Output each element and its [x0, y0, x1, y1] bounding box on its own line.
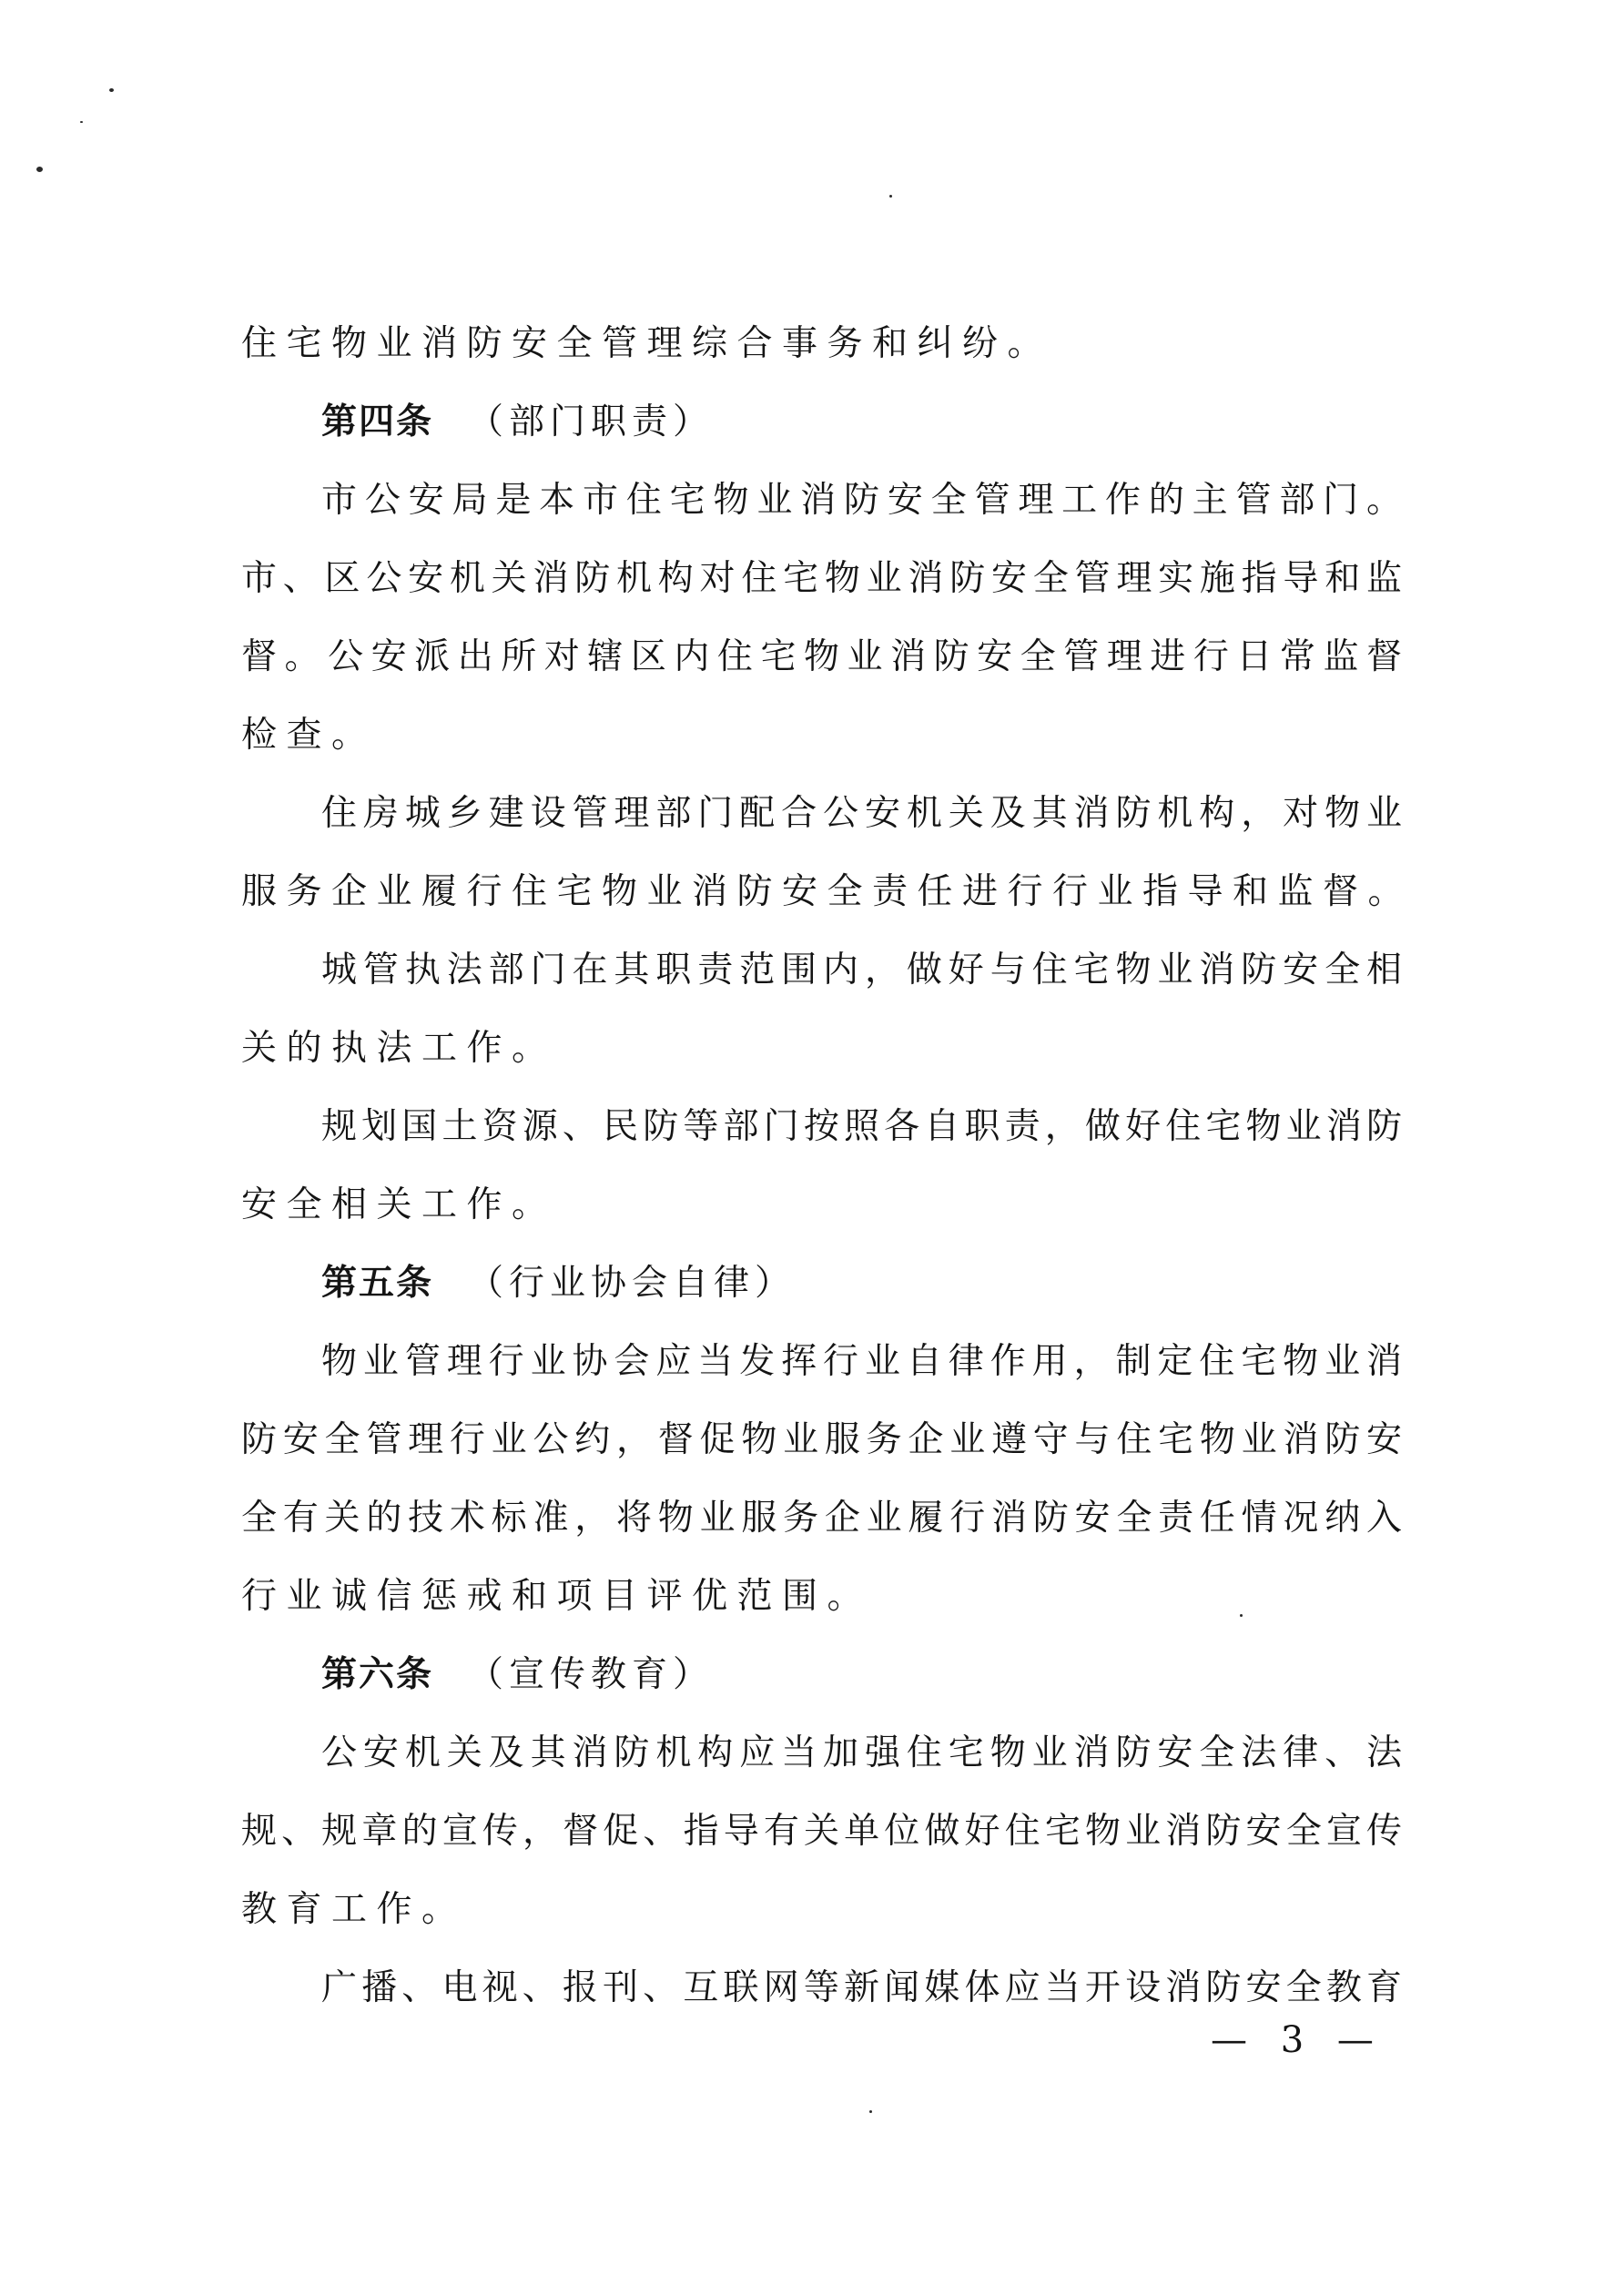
article-title: （宣传教育）	[468, 1654, 715, 1695]
article-heading	[241, 383, 1402, 462]
text-line: 城管执法部门在其职责范围内，做好与住宅物业消防安全相	[321, 950, 1402, 991]
scan-speck	[109, 88, 114, 92]
text-line: 安全相关工作。	[241, 1184, 557, 1225]
text-line: 行业诚信惩戒和项目评优范围。	[241, 1576, 873, 1617]
article-number: 第六条	[321, 1654, 434, 1695]
text-line: 市、区公安机关消防机构对住宅物业消防安全管理实施指导和监	[241, 558, 1402, 599]
article-title: （行业协会自律）	[468, 1263, 797, 1304]
text-line: 关的执法工作。	[241, 1028, 557, 1069]
text-line: 住房城乡建设管理部门配合公安机关及其消防机构，对物业	[321, 793, 1402, 834]
article-title: （部门职责）	[468, 401, 715, 442]
scan-speck	[869, 2110, 872, 2113]
text-line: 规、规章的宣传，督促、指导有关单位做好住宅物业消防安全宣传	[241, 1811, 1402, 1852]
page-number: — 3 —	[1211, 2019, 1385, 2061]
text-line: 住宅物业消防安全管理综合事务和纠纷。	[241, 323, 1053, 364]
body-text	[241, 305, 1414, 2027]
text-line: 广播、电视、报刊、互联网等新闻媒体应当开设消防安全教育	[321, 1967, 1402, 2008]
text-line: 检查。	[241, 715, 377, 756]
text-line: 教育工作。	[241, 1889, 467, 1930]
text-line: 服务企业履行住宅物业消防安全责任进行行业指导和监督。	[241, 871, 1414, 912]
text-line: 规划国土资源、民防等部门按照各自职责，做好住宅物业消防	[321, 1106, 1402, 1147]
scan-speck	[80, 121, 83, 123]
text-line: 市公安局是本市住宅物业消防安全管理工作的主管部门。	[321, 480, 1402, 521]
text-line: 督。公安派出所对辖区内住宅物业消防安全管理进行日常监督	[241, 636, 1402, 677]
scan-speck	[36, 167, 43, 172]
text-line: 物业管理行业协会应当发挥行业自律作用，制定住宅物业消	[321, 1341, 1402, 1382]
article-heading	[241, 1245, 1402, 1323]
article-heading	[241, 1636, 1402, 1714]
text-line: 公安机关及其消防机构应当加强住宅物业消防安全法律、法	[321, 1732, 1402, 1773]
article-number: 第四条	[321, 401, 434, 442]
article-number: 第五条	[321, 1263, 434, 1304]
scan-speck	[889, 195, 892, 198]
text-line: 全有关的技术标准，将物业服务企业履行消防安全责任情况纳入	[241, 1498, 1402, 1539]
text-line: 防安全管理行业公约，督促物业服务企业遵守与住宅物业消防安	[241, 1419, 1402, 1460]
